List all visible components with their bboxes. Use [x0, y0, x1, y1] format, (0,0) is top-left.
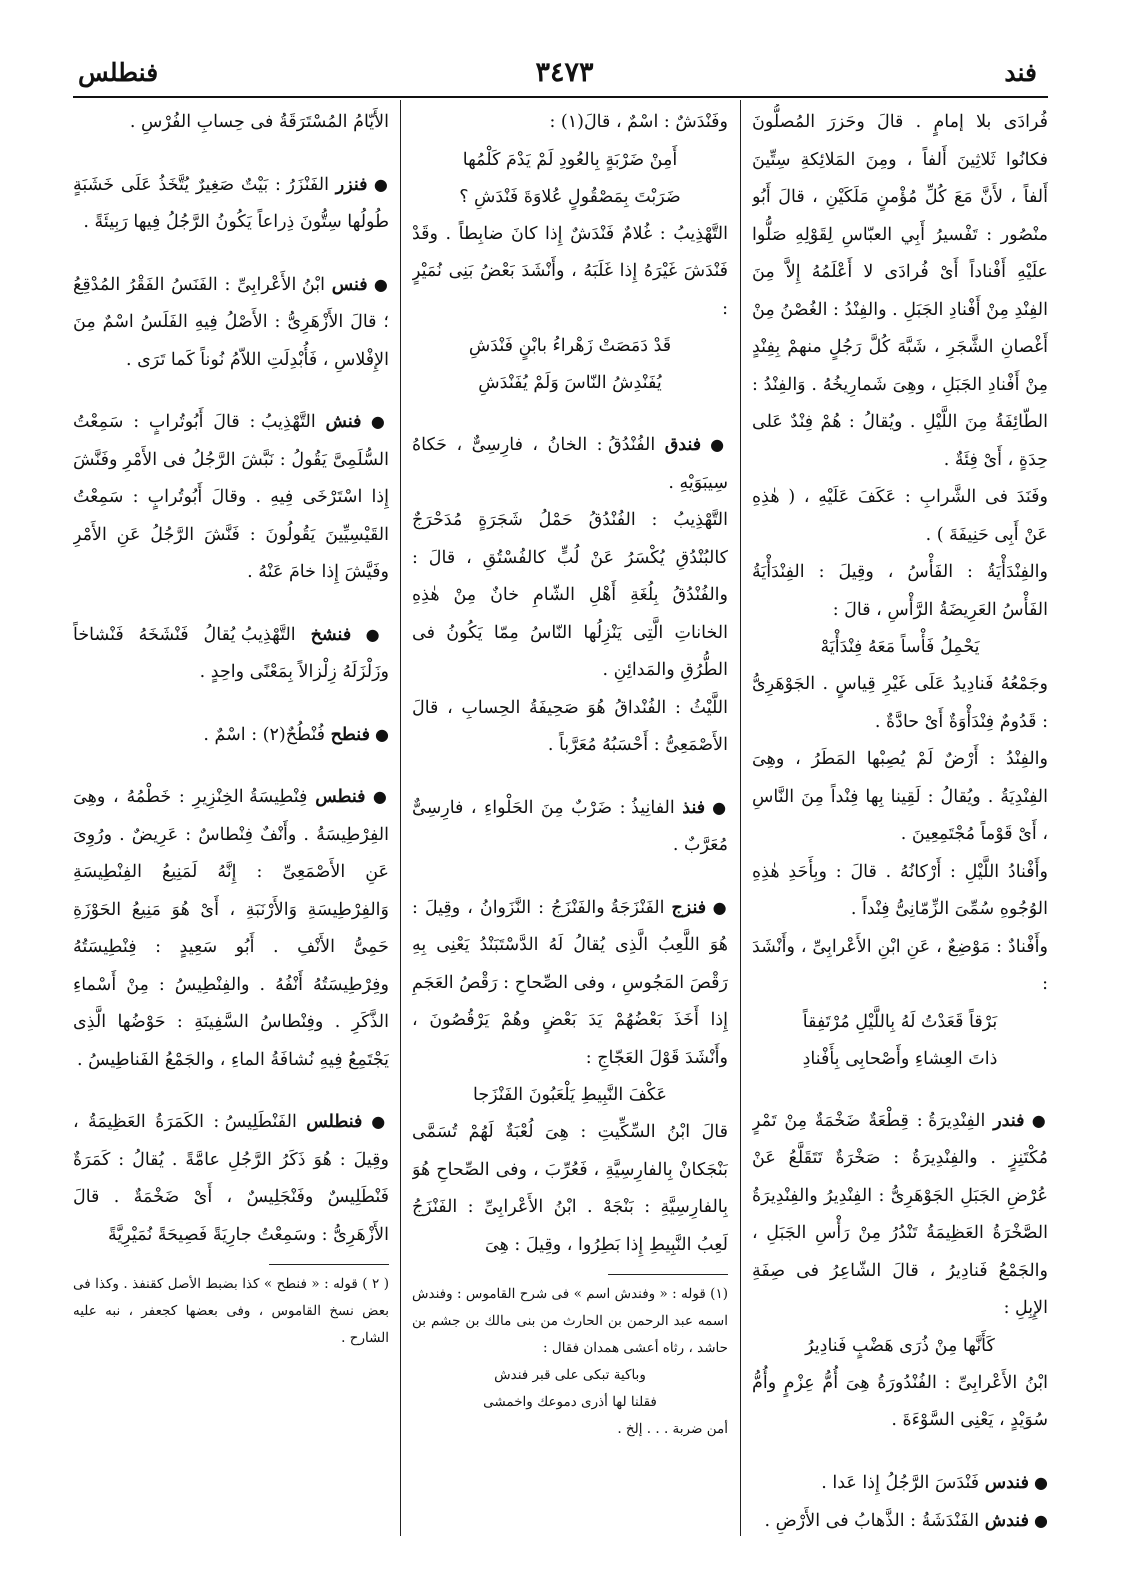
footnote: (١) قوله : « وفندش اسم » فى شرح القاموس : وفندش اسمه عبد الرحمن بن الحارث من بنى مالك بن جشم بن حاشد ، رثاه أعشى همدان فقال : — [412, 1286, 728, 1356]
verse-line: ذاتَ العِشاءِ وأَصْحابِى بِأَفْنادِ — [802, 1048, 998, 1069]
verse-line: كَأَنَّها مِنْ ذُرَى هَضْبٍ فَنادِيرُ — [805, 1335, 995, 1356]
entry-text: فَنْدَسَ الرَّجُلُ إِذا عَدا . — [821, 1472, 980, 1493]
verse-line: أَمِنْ ضَرْبَةٍ بِالعُودِ لَمْ يَدْمَ كَلْمُها — [462, 149, 678, 170]
verse-line: قَدْ دَمَصَتْ زَهْراءُ بابْنٍ فَنْدَشِ — [468, 336, 672, 356]
verse-line: عَكْفَ النَّبِيطِ يَلْعَبُونَ الفَنْزَجا — [473, 1085, 667, 1105]
entry-text: وأَفْنادُ اللَّيْلِ : أَرْكانُهُ . قالَ : وبِأَحَدِ هٰذِهِ الوُجُوهِ سُمِّىَ الزِّمّانِىُّ فِنْداً . — [752, 861, 1048, 919]
headword: فنس — [331, 274, 368, 295]
column-right — [752, 104, 1048, 1534]
headword: فنذ — [682, 797, 706, 818]
bullet-icon: ● — [367, 274, 389, 294]
bullet-icon: ● — [351, 624, 389, 644]
header-last-entry: فنطلس — [78, 58, 159, 87]
entry-text: وجَمْعُهُ فَنادِيدُ عَلَى غَيْرِ قِياسٍ . الجَوْهَرِىُّ : قَدُومٌ فِنْدَأْوَةٌ أَىْ حادَّةٌ . — [752, 674, 1048, 732]
headword: فندق — [664, 435, 702, 455]
entry-text: الأَيّامُ المُسْتَرَقَةُ فى حِسابِ الفُرْسِ . — [129, 112, 389, 132]
entry-text: ابْنُ الأَعْرابِىِّ : الفُنْدُورَةُ هِىَ أُمُّ عِزْمٍ وأُمُّ سُوَيْدٍ ، يَعْنِى السَّوْءَةَ . — [752, 1372, 1048, 1430]
entry-text: الفَنْطَلِيسُ : الكَمَرَةُ العَظِيمَةُ ، وقِيلَ : هُوَ ذَكَرُ الرَّجُلِ عامَّةً . يُقالُ : كَمَرَةٌ فَنْطَلِيسٌ وفَنْجَلِيسٌ ، أَىْ ضَخْمَةٌ . قالَ الأَزْهَرِىُّ : وسَمِعْتُ جارِيَةً فَصِيحَةً نُمَيْرِيَّةً — [73, 1112, 389, 1245]
dictionary-entry — [412, 789, 728, 865]
bullet-icon: ● — [705, 797, 728, 817]
headword: فندر — [993, 1110, 1025, 1131]
dictionary-entry — [412, 889, 728, 1078]
entry-text: قالَ ابْنُ السِّكِّيتِ : هِىَ لُعْبَةٌ لَهُمْ تُسَمَّى بَنْجَكانْ بِالفارِسِيَّةِ ، فَعُرِّبَ ، وفى الصِّحاحِ هُوَ بِالفارِسِيَّةِ : بَنْجَهْ . ابْنُ الأَعْرابِىِّ : الفَنْزَجُ لَعِبُ النَّبِيطِ إِذا بَطِرُوا ، وقِيلَ : هِىَ — [412, 1122, 728, 1255]
bullet-icon: ● — [1024, 1110, 1048, 1130]
entry-text: الفَنْزَجَةُ والفَنْزَجُ : النَّزَوانُ ، وقِيلَ : هُوَ اللَّعِبُ الَّذِى يُقالُ لَهُ الدَّسْتَبَنْدُ يَعْنِى بِهِ رَقْصَ المَجُوسِ ، وفى الصِّحاحِ : رَقْصُ العَجَمِ إِذا أَخَذَ بَعْضُهُمْ يَدَ بَعْضٍ وهُمْ يَرْقُصُونَ ، وأَنْشَدَ قَوْلَ العَجّاجِ : — [412, 897, 728, 1068]
entry-text: فِنْطِيسَةُ الخِنْزِيرِ : خَطْمُهُ ، وهِىَ الفِرْطِيسَةُ . وأَنْفٌ فِنْطاسٌ : عَرِيضٌ . ورُوِىَ عَنِ الأَصْمَعِىِّ : إِنَّهُ لَمَنِيعُ الفِنْطِيسَةِ وَالفِرْطِيسَةِ وَالأَرْنَبَةِ ، أَىْ هُوَ مَنِيعُ الحَوْزَةِ حَمِىُّ الأَنْفِ . أَبُو سَعِيدٍ : فِنْطِيسَتُهُ وفِرْطِيسَتُهُ أَنْفُهُ . والفِنْطِيسُ : مِنْ أَسْماءِ الذَّكَرِ . وفِنْطاسُ السَّفِينَةِ : حَوْضُها الَّذِى يَجْتَمِعُ فِيهِ نُشافَةُ الماءِ ، والجَمْعُ الفَناطِيسُ . — [73, 787, 389, 1070]
footnote: أمن ضربة . . . إلخ . — [617, 1421, 728, 1437]
entry-text: الفَنْدَشَةُ : الذَّهابُ فى الأَرْضِ . — [764, 1511, 980, 1531]
entry-text: والفِنْدَأْيَةُ : الفَأْسُ ، وقِيلَ : الفِنْدَأْيَةُ الفَأْسُ العَرِيضَةُ الرَّأْسِ ، قالَ : — [752, 562, 1048, 620]
bullet-icon: ● — [362, 1112, 389, 1131]
entry-text: الفَنْزَرُ : بَيْتٌ صَغِيرٌ يُتَّخَذُ عَلَى خَشَبَةٍ طُولُها سِتُّونَ ذِراعاً يَكُونُ الرَّجُلُ فِيها رَبِيئَةً . — [73, 174, 389, 232]
dictionary-entry — [752, 1464, 1048, 1503]
footnote-verse: وباكية تبكى على قبر فندش — [494, 1367, 646, 1383]
headword: فنطح — [330, 724, 370, 745]
dictionary-entry — [73, 716, 389, 755]
footnote-verse: فقلنا لها أذرى دموعك واخمشى — [483, 1394, 657, 1410]
entry-text: فُرادَى بلا إمامٍ . قالَ وحَزرَ المُصلُّونَ فكانُوا ثَلاثِينَ أَلفاً ، ومِنَ المَلائِكةِ سِتِّينَ أَلفاً ، لأَنَّ مَعَ كُلِّ مُؤْمنٍ مَلَكَيْنِ ، قالَ أَبُو منْصُور : تَفْسيرُ أَبِي العبّاسِ لِقَوْلِهِ صَلُّوا علَيْهِ أَفْناداً أَىْ فُرادَى لا أَعْلَمُهُ إِلاَّ مِنَ الفِنْدِ مِنْ أَفْنادِ الجَبَلِ . والفِنْدُ : الغُصْنُ مِنْ أَغْصانِ الشَّجَرِ ، شَبَّهَ كُلَّ رَجُلٍ منهمْ بِفِنْدٍ مِنْ أَفْنادِ الجَبَلِ ، وهِىَ شَمارِيخُهُ . وَالفِنْدُ : الطّائِفَةُ مِنَ اللَّيْلِ . ويُقالُ : هُمْ فِنْدٌ عَلى حِدَةٍ ، أَىْ فِئَةٌ . — [752, 112, 1048, 470]
entry-text: التَّهْذِيبُ : قالَ أَبُوتُرابٍ : سَمِعْتُ السُّلَمِىَّ يَقُولُ : نَبَّشَ الرَّجُلُ فى الأَمْرِ وفَنَّشَ إِذا اسْتَرْخَى فِيهِ . وقالَ أَبُوتُرابٍ : سَمِعْتُ القَيْسِيِّينَ يَقُولُونَ : فَنَّشَ الرَّجُلُ عَنِ الأَمْرِ وفَيَّشَ إِذا خامَ عَنْهُ . — [73, 412, 389, 582]
headword: فنش — [325, 412, 362, 432]
bullet-icon: ● — [365, 787, 389, 806]
column-middle — [412, 104, 728, 1534]
header-root-word: فند — [1004, 58, 1037, 87]
dictionary-entry — [73, 166, 389, 242]
bullet-icon: ● — [1028, 1511, 1048, 1530]
entry-text: اللَّيْثُ : الفُنْداقُ هُوَ صَحِيفَةُ الحِسابِ ، قالَ الأَصْمَعِىُّ : أَحْسَبُهُ مُعَرَّباً . — [412, 697, 728, 755]
headword: فنزر — [335, 174, 368, 195]
column-divider — [740, 100, 741, 1536]
verse-line: يُفَنْدِشُ النّاسَ وَلَمْ يُفَنْدَشِ — [478, 373, 662, 393]
entry-text: التَّهْذِيبُ : الفُنْدُقُ حَمْلُ شَجَرَةٍ مُدَحْرَجٌ كالبُنْدُقِ يُكْسَرُ عَنْ لُبٍّ كالفُسْتُقِ ، قالَ : والفُنْدُقُ بِلُغَةِ أَهْلِ الشّامِ خانٌ مِنْ هٰذِهِ الخاناتِ الَّتِى يَنْزِلُها النّاسُ مِمّا يَكُونُ فى الطُّرُقِ والمَدائِنِ . — [412, 510, 728, 680]
headword: فندش — [984, 1511, 1029, 1531]
page-number: ٣٤٧٣ — [535, 57, 594, 88]
column-left — [73, 104, 389, 1534]
bullet-icon: ● — [706, 897, 728, 917]
bullet-icon: ● — [367, 174, 389, 194]
headword: فنطس — [315, 787, 366, 807]
dictionary-entry — [73, 1103, 389, 1254]
entry-text: الفِنْدِيرَةُ : قِطْعَةٌ ضَخْمَةٌ مِنْ تَمْرٍ مُكْتَنِزٍ . والفِنْدِيرَةُ : صَخْرَةٌ تَتَقَلَّعُ عَنْ عُرْضِ الجَبَلِ الجَوْهَرِىُّ : الفِنْدِيرُ والفِنْدِيرَةُ الصَّخْرَةُ العَظِيمَةُ تَنْدُرُ مِنْ رَأْسِ الجَبَلِ ، والجَمْعُ فَنادِيرُ ، قالَ الشّاعِرُ فى صِفَةِ الإِبِلِ : — [752, 1110, 1048, 1318]
bullet-icon: ● — [1028, 1472, 1048, 1492]
entry-text: الفُنْدُقُ : الخانُ ، فارِسِىٌّ ، حَكاهُ سِيبَوَيْهِ . — [412, 435, 728, 493]
verse-line: يَحْمِلُ فَأْساً مَعَهُ فِنْدَأْيَهْ — [820, 637, 980, 657]
headword: فندس — [984, 1472, 1029, 1493]
headword: فنزج — [671, 897, 707, 918]
bullet-icon: ● — [369, 724, 389, 744]
dictionary-entry — [73, 403, 389, 592]
verse-line: ضَرَبْتَ بِمَصْقُولٍ عُلاوَةَ فَنْدَشِ ؟ — [459, 186, 681, 207]
footnote-rule — [608, 1274, 728, 1275]
entry-text: والفِنْدُ : أَرْضٌ لَمْ يُصِبْها المَطَرُ ، وهِىَ الفِنْدِيَةُ . ويُقالُ : لَقِينا بِها فِنْداً مِنَ النَّاسِ ، أَىْ قَوْماً مُجْتَمِعِينَ . — [752, 749, 1048, 844]
entry-text: التَّهْذِيبُ : غُلامٌ فَنْدَشٌ إِذا كانَ ضابِطاً . وقَدْ فَنْدَشَ غَيْرَهُ إِذا غَلَبَهُ ، وأَنْشَدَ بَعْضُ بَنِى نُمَيْرٍ : — [412, 223, 728, 319]
entry-text: وفَنْدَشٌ : اسْمٌ ، قالَ(١) : — [549, 112, 728, 132]
footnote: ( ٢ ) قوله : « فنطح » كذا بضبط الأصل كقنفذ . وكذا فى بعض نسخ القاموس ، وفى بعضها كجعفر ، نبه عليه الشارح . — [73, 1276, 389, 1346]
entry-text: ابْنُ الأَعْرابِىِّ : الفَنَسُ الفَقْرُ المُدْقِعُ ؛ قالَ الأَزْهَرِىُّ : الأَصْلُ فِيهِ الفَلَسُ اسْمٌ مِنَ الإِفْلاسِ ، فَأُبْدِلَتِ اللاّمُ نُوناً كَما تَرَى . — [73, 274, 389, 370]
dictionary-entry — [752, 1502, 1048, 1534]
dictionary-entry — [73, 266, 389, 380]
entry-text: فُنْطُحٌ(٢) : اسْمٌ . — [203, 724, 326, 745]
verse-line: بَرْقاً قَعَدْتُ لَهُ بِاللَّيْلِ مُرْتَفِقاً — [802, 1011, 998, 1032]
bullet-icon: ● — [361, 412, 389, 431]
footnote-rule — [269, 1264, 389, 1265]
entry-text: الفانِيذُ : ضَرْبٌ مِنَ الحَلْواءِ ، فارِسِىٌّ مُعَرَّبٌ . — [412, 797, 728, 855]
column-divider — [400, 100, 401, 1536]
headword: فنشخ — [310, 624, 352, 645]
headword: فنطلس — [306, 1112, 363, 1132]
entry-text: التَّهْذِيبُ يُقالُ فَنْشَخَهُ فَنْشاخاً وزَلْزَلَهُ زِلْزالاً بِمَعْنًى واحِدٍ . — [73, 624, 389, 682]
entry-text: وأَفْنادٌ : مَوْضِعٌ ، عَنِ ابْنِ الأَعْرابِىِّ ، وأَنْشَدَ : — [752, 936, 1048, 994]
header-rule — [73, 96, 1048, 98]
entry-text: وفَنَدَ فى الشَّرابِ : عَكَفَ عَلَيْهِ ، ( هٰذِهِ عَنْ أَبِى حَنِيفَةَ ) . — [752, 487, 1048, 545]
dictionary-entry — [73, 616, 389, 692]
dictionary-entry — [752, 1102, 1048, 1328]
dictionary-entry — [73, 778, 389, 1079]
dictionary-entry — [412, 426, 728, 502]
bullet-icon: ● — [701, 435, 728, 454]
